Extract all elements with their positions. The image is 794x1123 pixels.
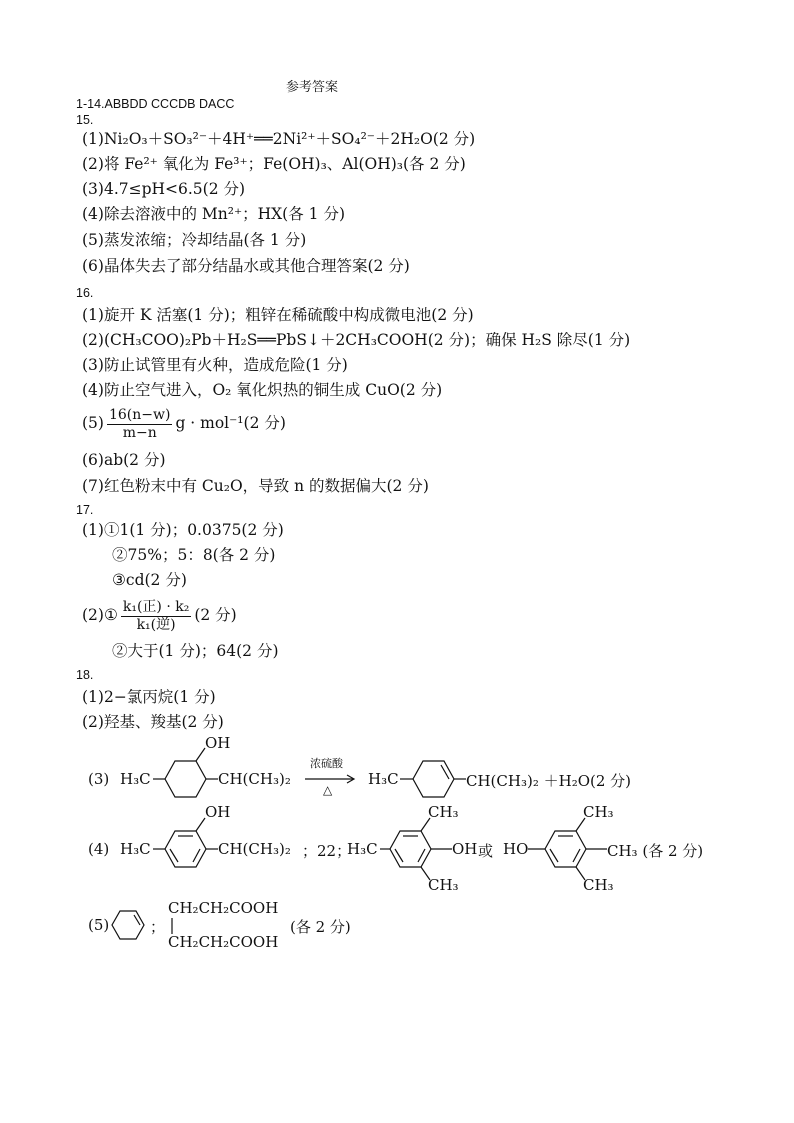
fraction-denominator: k₁(逆) (136, 616, 176, 633)
multiple-choice-answers: 1-14.ABBDD CCCDB DACC (76, 97, 235, 111)
cyclohexene-ring (413, 761, 454, 797)
isomer2-aromatic-2 (573, 849, 580, 862)
q15-answer-2: (2)将 Fe²⁺ 氧化为 Fe³⁺；Fe(OH)₃、Al(OH)₃(各 2 分) (82, 155, 466, 173)
q15-answer-3: (3)4.7≤pH<6.5(2 分) (82, 180, 246, 198)
separator: ； (150, 918, 166, 936)
q18-answer-2: (2)羟基、羧基(2 分) (82, 713, 224, 731)
cyclohexene5-double-bond (134, 915, 140, 925)
aromatic-bond-2 (193, 849, 200, 862)
reactant-isopropyl: CH(CH₃)₂ (218, 770, 291, 788)
q16-answer-3: (3)防止试管里有火种，造成危险(1 分) (82, 356, 348, 374)
cyclohexene-ring-5 (112, 911, 144, 939)
q16-answer-5-prefix: (5) (82, 414, 104, 432)
product-formula: CH(CH₃)₂ ＋H₂O(2 分) (466, 772, 632, 790)
q17-answer-2-suffix: (2 分) (194, 606, 237, 624)
reagent-label: 浓硫酸 (310, 757, 343, 770)
q16-answer-7: (7)红色粉末中有 Cu₂O，导致 n 的数据偏大(2 分) (82, 477, 429, 495)
or-label: 或 (478, 842, 494, 860)
isomer1-h3c: H₃C (347, 840, 378, 858)
q15-answer-4: (4)除去溶液中的 Mn²⁺；HX(各 1 分) (82, 205, 345, 223)
phenol-oh: OH (205, 803, 231, 821)
fraction-numerator: k₁(正) · k₂ (122, 598, 190, 615)
q16-answer-2: (2)(CH₃COO)₂Pb＋H₂S══PbS↓＋2CH₃COOH(2 分)；确保 H₂S 除尽(1 分) (82, 331, 631, 349)
q18-answer-4-label: (4) (88, 840, 110, 858)
q18-answer-5-score: (各 2 分) (290, 918, 351, 936)
q17-number: 17. (76, 503, 94, 517)
isomer1-aromatic-2 (418, 849, 425, 862)
aromatic-bond-3 (170, 849, 178, 862)
q17-answer-2-prefix: (2)① (82, 606, 118, 624)
q16-answer-5-suffix: g · mol⁻¹(2 分) (175, 414, 286, 432)
fraction-numerator: 16(n−w) (108, 406, 171, 423)
phenol-h3c: H₃C (120, 840, 151, 858)
q17-answer-1-2: ②75%；5：8(各 2 分) (112, 546, 276, 564)
isomer2-ch3-top: CH₃ (583, 803, 614, 821)
cyclohexane-ring (165, 761, 206, 797)
q15-number: 15. (76, 113, 94, 127)
product-h3c: H₃C (368, 770, 399, 788)
q16-answer-5 (82, 404, 286, 442)
reactant-oh: OH (205, 734, 231, 752)
q18-answer-3-label: (3) (88, 770, 110, 788)
ring-double-bond (441, 765, 449, 779)
heat-condition: △ (323, 783, 333, 797)
benzene-ring-isomer2 (545, 831, 586, 867)
q16-answer-6: (6)ab(2 分) (82, 451, 166, 469)
bond-phenol-oh (196, 818, 205, 831)
q17-answer-2-1 (82, 596, 237, 634)
isomer2-tail: CH₃ (各 2 分) (607, 842, 704, 860)
q17-answer-1-1: (1)①1(1 分)；0.0375(2 分) (82, 521, 284, 539)
q18-answer-1: (1)2−氯丙烷(1 分) (82, 688, 216, 706)
q15-answer-5: (5)蒸发浓缩；冷却结晶(各 1 分) (82, 231, 307, 249)
fraction-denominator: m−n (122, 424, 157, 441)
q16-answer-4: (4)防止空气进入，O₂ 氧化炽热的铜生成 CuO(2 分) (82, 381, 443, 399)
q16-number: 16. (76, 286, 94, 300)
isomer2-ho: HO (503, 840, 529, 858)
isomer1-oh: OH (452, 840, 478, 858)
q17-answer-2-2: ②大于(1 分)；64(2 分) (112, 642, 279, 660)
reaction-arrowhead (347, 775, 354, 783)
q18-answer-5-label: (5) (88, 916, 110, 934)
page-title: 参考答案 (286, 80, 339, 95)
isomer1-ch3-top: CH₃ (428, 803, 459, 821)
bond-oh (196, 748, 205, 761)
isomer1-ch3-bottom: CH₃ (428, 876, 459, 894)
q15-answer-1: (1)Ni₂O₃＋SO₃²⁻＋4H⁺══2Ni²⁺＋SO₄²⁻＋2H₂O(2 分) (82, 130, 476, 148)
q18-number: 18. (76, 668, 94, 682)
diacid-top-chain: CH₂CH₂COOH (168, 899, 279, 917)
reactant-h3c: H₃C (120, 770, 151, 788)
q17-answer-1-3: ③cd(2 分) (112, 571, 187, 589)
rate-constant-fraction (121, 599, 191, 634)
q16-answer-1: (1)旋开 K 活塞(1 分)；粗锌在稀硫酸中构成微电池(2 分) (82, 306, 474, 324)
isomer2-ch3-bottom: CH₃ (583, 876, 614, 894)
molar-mass-fraction (107, 407, 172, 442)
benzene-ring-phenol (165, 831, 206, 867)
phenol-isopropyl: CH(CH₃)₂ (218, 840, 291, 858)
isomer2-aromatic-3 (550, 849, 558, 862)
benzene-ring-isomer1 (390, 831, 431, 867)
isomer1-aromatic-3 (395, 849, 403, 862)
isomer-count: ；22； (302, 842, 352, 860)
diacid-bottom-chain: CH₂CH₂COOH (168, 933, 279, 951)
q15-answer-6: (6)晶体失去了部分结晶水或其他合理答案(2 分) (82, 257, 410, 275)
